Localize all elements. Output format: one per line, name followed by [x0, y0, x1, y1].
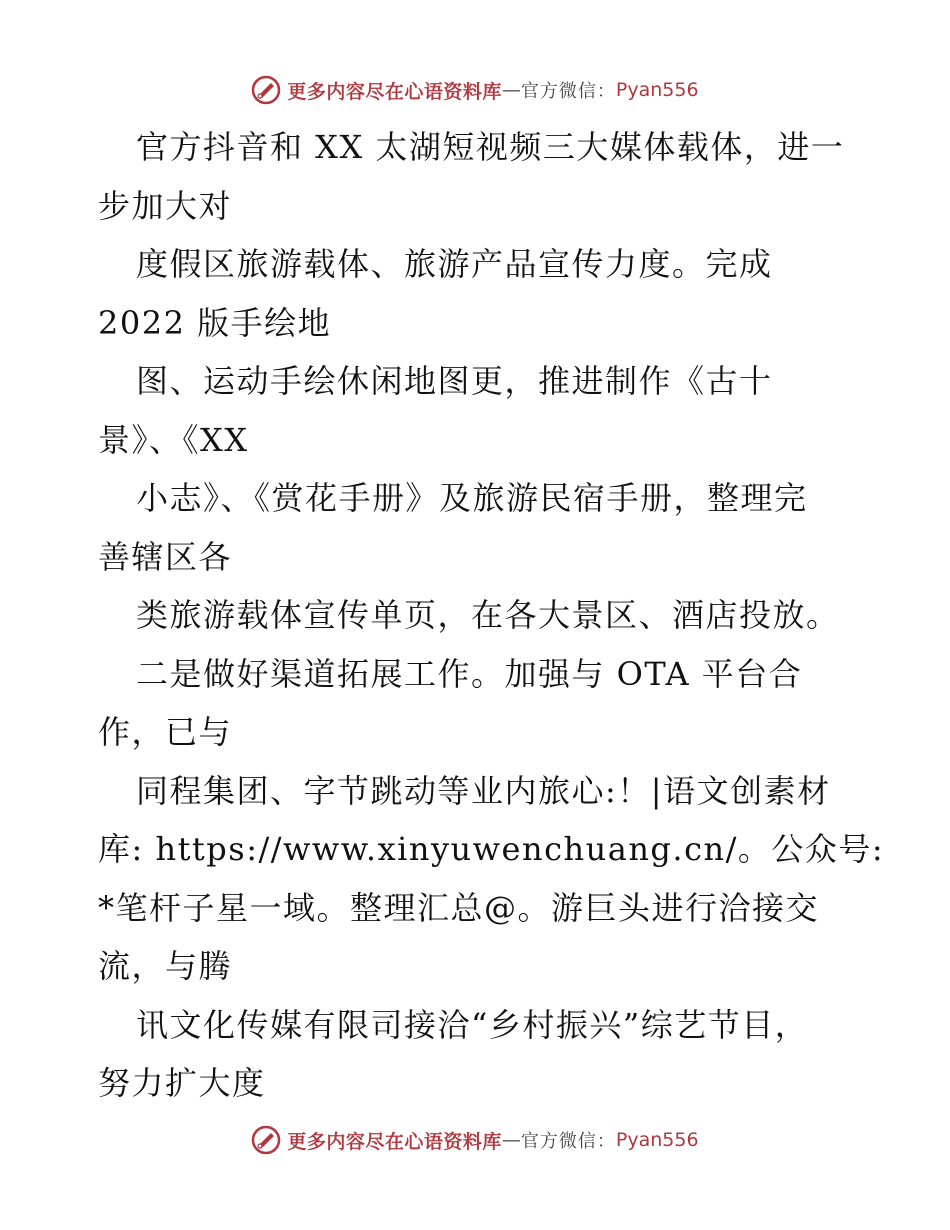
banner-brand-text: 更多内容尽在心语资料库: [287, 80, 502, 103]
text-line: 二是做好渠道拓展工作。加强与 OTA 平台合: [136, 654, 803, 693]
text-line: 度假区旅游载体、旅游产品宣传力度。完成: [136, 245, 773, 283]
text-line: 流，与腾: [98, 947, 233, 985]
brand-logo-icon: [251, 75, 281, 105]
banner-separator: —: [501, 1129, 521, 1151]
banner-wechat-id: Pyan556: [615, 79, 699, 101]
document-body: [98, 118, 885, 1113]
banner-brand-text: 更多内容尽在心语资料库: [287, 1130, 502, 1153]
text-line: 2022 版手绘地: [98, 303, 332, 342]
text-line: 讯文化传媒有限司接洽“乡村振兴”综艺节目，: [136, 1005, 809, 1044]
text-line: 作，已与: [98, 713, 233, 751]
text-line: 努力扩大度: [98, 1064, 266, 1102]
text-line: 类旅游载体宣传单页，在各大景区、酒店投放。: [136, 596, 840, 634]
text-line: 小志》、《赏花手册》及旅游民宿手册，整理完: [136, 479, 808, 517]
banner-separator: —: [501, 79, 521, 101]
banner-wechat-label: 官方微信：: [520, 81, 616, 102]
text-line: 善辖区各: [98, 537, 233, 576]
banner-wechat-label: 官方微信：: [520, 1131, 616, 1152]
text-line: 景》、《XX: [98, 420, 249, 459]
text-line: 步加大对: [98, 186, 233, 225]
text-line: 图、运动手绘休闲地图更，推进制作《古十: [136, 362, 773, 400]
brand-logo-icon: [251, 1125, 281, 1155]
text-line: 库: https://www.xinyuwenchuang.cn/。公众号:: [98, 830, 885, 868]
footer-banner: [0, 1120, 950, 1160]
banner-wechat-id: Pyan556: [615, 1129, 699, 1151]
header-banner: [0, 70, 950, 110]
text-line: 同程集团、字节跳动等业内旅心:！|语文创素材: [136, 771, 831, 810]
text-line: *笔杆子星一域。整理汇总@。游巨头进行洽接交: [98, 888, 820, 927]
text-line: 官方抖音和 XX 太湖短视频三大媒体载体，进一: [136, 128, 845, 166]
